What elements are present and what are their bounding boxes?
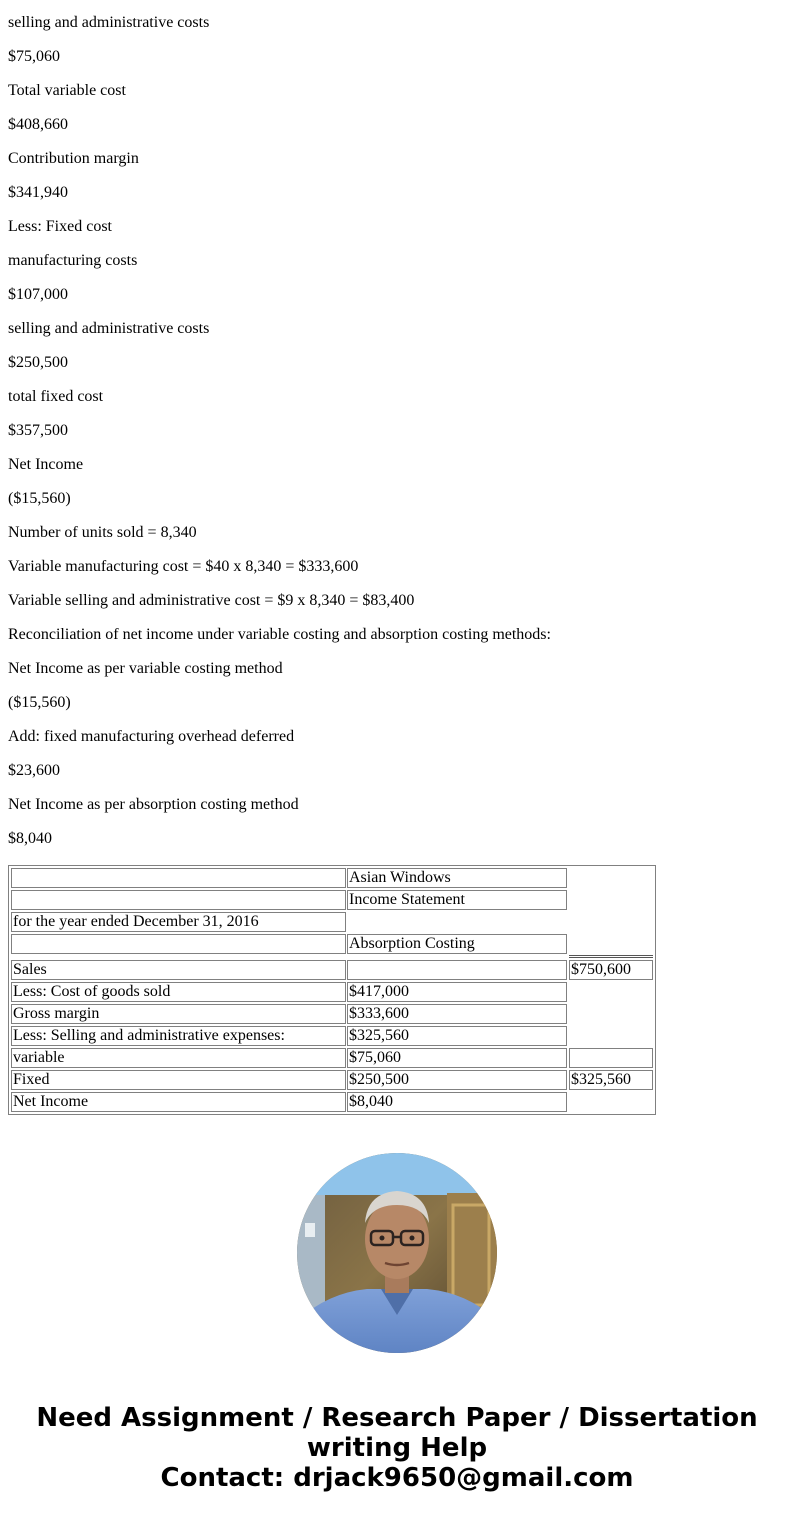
- double-rule: [569, 955, 653, 958]
- text-line: Net Income as per absorption costing method: [8, 796, 299, 813]
- promo-line: Need Assignment / Research Paper / Dissertation: [36, 1403, 758, 1433]
- text-line: manufacturing costs: [8, 252, 138, 269]
- text-line: $250,500: [8, 354, 68, 371]
- company-name: Asian Windows: [347, 868, 567, 888]
- promo-contact: Contact: drjack9650@gmail.com: [160, 1463, 634, 1493]
- row-label: Sales: [11, 960, 346, 980]
- table-cell-empty: [11, 868, 346, 888]
- row-label: variable: [11, 1048, 346, 1068]
- text-line: selling and administrative costs: [8, 320, 210, 337]
- text-line: Variable selling and administrative cost = $9 x 8,340 = $83,400: [8, 592, 415, 609]
- text-line: ($15,560): [8, 490, 71, 507]
- table-cell-empty: [11, 890, 346, 910]
- row-amount: $417,000: [347, 982, 567, 1002]
- statement-period: for the year ended December 31, 2016: [11, 912, 346, 932]
- row-total: $750,600: [569, 960, 653, 980]
- text-line: Variable manufacturing cost = $40 x 8,340 = $333,600: [8, 558, 359, 575]
- row-amount: $8,040: [347, 1092, 567, 1112]
- statement-title: Income Statement: [347, 890, 567, 910]
- text-line: Number of units sold = 8,340: [8, 524, 197, 541]
- text-line: $107,000: [8, 286, 68, 303]
- row-label: Less: Selling and administrative expenses:: [11, 1026, 346, 1046]
- row-amount: $333,600: [347, 1004, 567, 1024]
- row-amount: $75,060: [347, 1048, 567, 1068]
- row-label: Fixed: [11, 1070, 346, 1090]
- row-amount: $250,500: [347, 1070, 567, 1090]
- text-line: Add: fixed manufacturing overhead deferred: [8, 728, 295, 745]
- text-line: Net Income: [8, 456, 84, 473]
- income-statement-table: [8, 865, 656, 1115]
- text-line: $8,040: [8, 830, 52, 847]
- text-line: $23,600: [8, 762, 60, 779]
- row-amount: $325,560: [347, 1026, 567, 1046]
- text-line: Total variable cost: [8, 82, 126, 99]
- text-line: selling and administrative costs: [8, 14, 210, 31]
- text-line: $75,060: [8, 48, 60, 65]
- author-avatar: [297, 1153, 497, 1353]
- text-line: $341,940: [8, 184, 68, 201]
- text-line: Reconciliation of net income under variable costing and absorption costing methods:: [8, 626, 551, 643]
- table-cell-empty: [11, 934, 346, 954]
- text-line: ($15,560): [8, 694, 71, 711]
- text-line: Contribution margin: [8, 150, 139, 167]
- row-total: $325,560: [569, 1070, 653, 1090]
- row-total: [569, 1048, 653, 1068]
- text-line: Less: Fixed cost: [8, 218, 112, 235]
- row-label: Less: Cost of goods sold: [11, 982, 346, 1002]
- promo-line: writing Help: [306, 1433, 488, 1463]
- text-line: $408,660: [8, 116, 68, 133]
- row-label: Net Income: [11, 1092, 346, 1112]
- author-portrait-icon: [297, 1153, 497, 1353]
- promo-banner: [0, 1403, 794, 1493]
- text-line: $357,500: [8, 422, 68, 439]
- row-amount: [347, 960, 567, 980]
- text-line: total fixed cost: [8, 388, 104, 405]
- costing-method: Absorption Costing: [347, 934, 567, 954]
- row-label: Gross margin: [11, 1004, 346, 1024]
- text-line: Net Income as per variable costing method: [8, 660, 283, 677]
